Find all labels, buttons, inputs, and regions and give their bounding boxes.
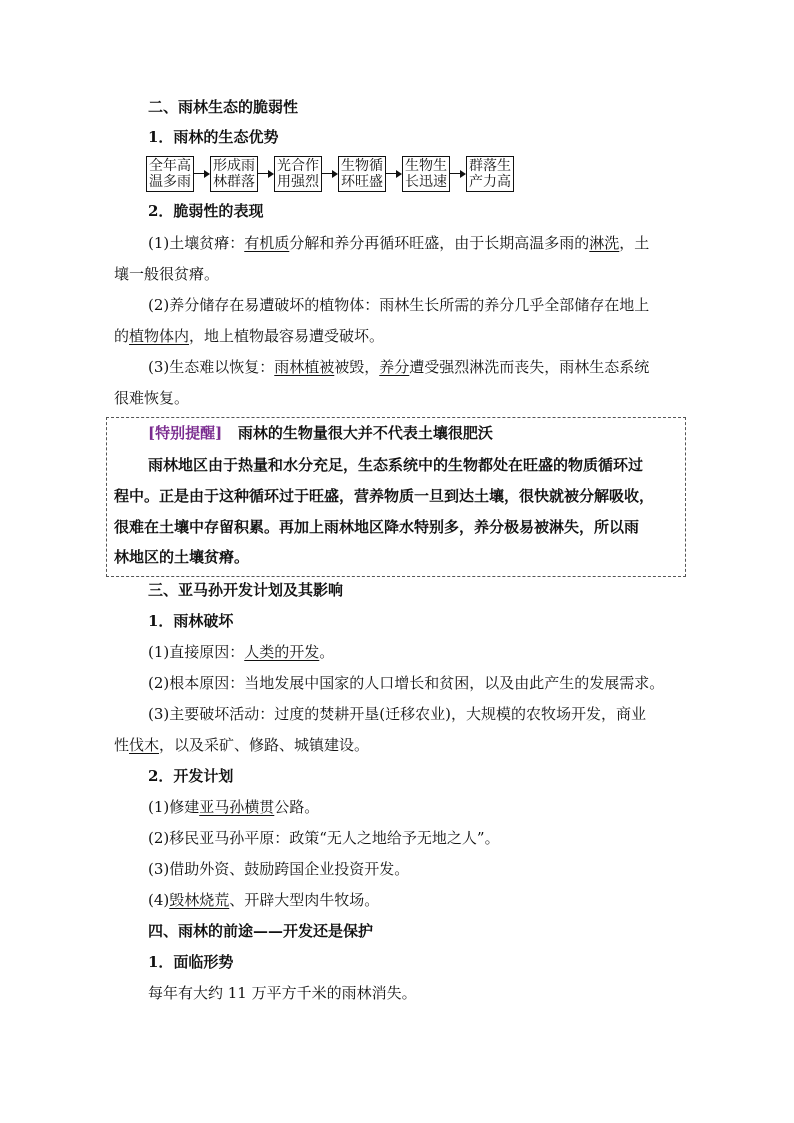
paragraph-main-activities-line1: (3)主要破坏活动：过度的焚耕开垦(迁移农业)，大规模的农牧场开发，商业 bbox=[148, 705, 646, 723]
paragraph-soil-poor-line1: (1)土壤贫瘠：有机质分解和养分再循环旺盛，由于长期高温多雨的淋洗，土 bbox=[148, 234, 650, 252]
paragraph-direct-cause: (1)直接原因：人类的开发。 bbox=[148, 643, 335, 661]
tip-text-line3: 很难在土壤中存留积累。再加上雨林地区降水特别多，养分极易被淋失，所以雨 bbox=[114, 518, 640, 536]
section-title-amazon-plan: 三、亚马孙开发计划及其影响 bbox=[148, 581, 344, 599]
paragraph-main-activities-line2: 性伐木，以及采矿、修路、城镇建设。 bbox=[114, 736, 370, 754]
arrow-right-icon bbox=[322, 168, 338, 180]
subheading-current-situation: 1．面临形势 bbox=[148, 953, 234, 971]
plan-item-foreign-investment: (3)借助外资、鼓励跨国企业投资开发。 bbox=[148, 860, 410, 878]
section-title-fragility: 二、雨林生态的脆弱性 bbox=[148, 98, 299, 116]
flow-box-2: 形成雨 林群落 bbox=[210, 156, 258, 192]
paragraph-annual-loss: 每年有大约 11 万平方千米的雨林消失。 bbox=[148, 984, 417, 1002]
subheading-ecological-advantage: 1．雨林的生态优势 bbox=[148, 128, 279, 146]
paragraph-nutrient-storage-line2: 的植物体内，地上植物最容易遭受破坏。 bbox=[114, 327, 385, 345]
plan-item-highway: (1)修建亚马孙横贯公路。 bbox=[148, 798, 320, 816]
subheading-fragility-manifestation: 2．脆弱性的表现 bbox=[148, 202, 264, 220]
paragraph-hard-recovery-line1: (3)生态难以恢复：雨林植被被毁，养分遭受强烈淋洗而丧失，雨林生态系统 bbox=[148, 358, 650, 376]
tip-text-line4: 林地区的土壤贫瘠。 bbox=[114, 548, 250, 566]
flow-box-1: 全年高 温多雨 bbox=[146, 156, 194, 192]
arrow-right-icon bbox=[258, 168, 274, 180]
tip-text-line2: 程中。正是由于这种循环过于旺盛，营养物质一旦到达土壤，很快就被分解吸收， bbox=[114, 487, 655, 505]
section-title-future: 四、雨林的前途——开发还是保护 bbox=[148, 922, 374, 940]
paragraph-nutrient-storage-line1: (2)养分储存在易遭破坏的植物体：雨林生长所需的养分几乎全部储存在地上 bbox=[148, 296, 650, 314]
tip-heading-line bbox=[148, 423, 493, 443]
advantage-flow-diagram bbox=[146, 156, 514, 192]
arrow-right-icon bbox=[194, 168, 210, 180]
subheading-development-plan: 2．开发计划 bbox=[148, 767, 234, 785]
plan-item-migration: (2)移民亚马孙平原：政策“无人之地给予无地之人”。 bbox=[148, 829, 500, 847]
arrow-right-icon bbox=[386, 168, 402, 180]
flow-box-6: 群落生 产力高 bbox=[466, 156, 514, 192]
flow-box-4: 生物循 环旺盛 bbox=[338, 156, 386, 192]
arrow-right-icon bbox=[450, 168, 466, 180]
plan-item-ranching: (4)毁林烧荒、开辟大型肉牛牧场。 bbox=[148, 891, 380, 909]
flow-box-5: 生物生 长迅速 bbox=[402, 156, 450, 192]
tip-tag: [特别提醒] bbox=[148, 424, 223, 442]
tip-heading: 雨林的生物量很大并不代表土壤很肥沃 bbox=[237, 424, 493, 442]
paragraph-soil-poor-line2: 壤一般很贫瘠。 bbox=[114, 265, 220, 283]
paragraph-root-cause: (2)根本原因：当地发展中国家的人口增长和贫困，以及由此产生的发展需求。 bbox=[148, 674, 665, 692]
flow-box-3: 光合作 用强烈 bbox=[274, 156, 322, 192]
tip-text-line1: 雨林地区由于热量和水分充足，生态系统中的生物都处在旺盛的物质循环过 bbox=[148, 456, 644, 474]
subheading-rainforest-destruction: 1．雨林破坏 bbox=[148, 612, 234, 630]
paragraph-hard-recovery-line2: 很难恢复。 bbox=[114, 389, 190, 407]
